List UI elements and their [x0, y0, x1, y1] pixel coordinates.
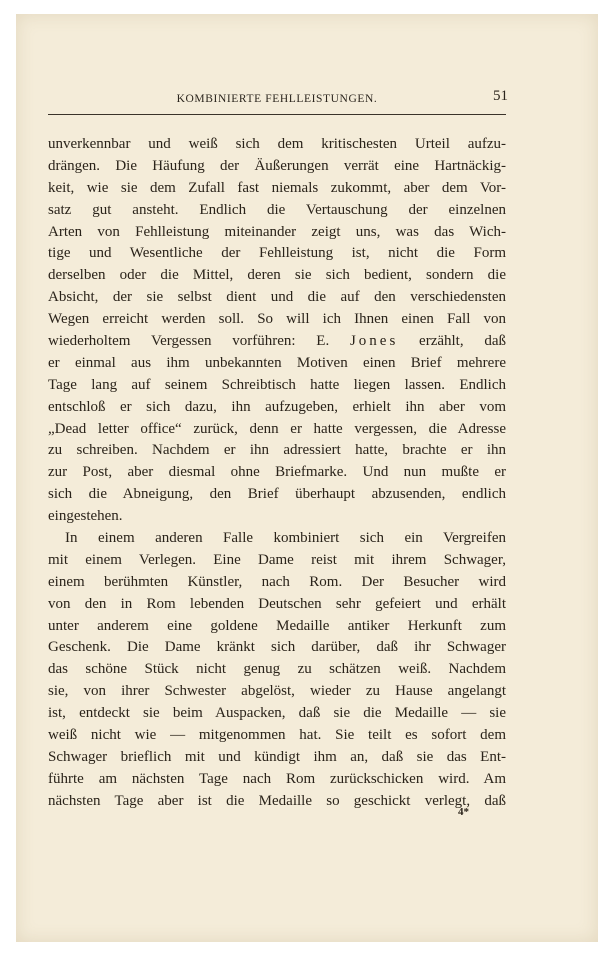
- text-line: er einmal aus ihm unbekannten Motiven einen Brief mehrere: [48, 354, 506, 371]
- book-page: [16, 14, 598, 942]
- text-fragment: wiederholtem Vergessen vorführen: E.: [48, 333, 330, 350]
- text-line: Wegen erreicht werden soll. So will ich Ihnen einen Fall von: [48, 311, 506, 328]
- text-line: „Dead letter office“ zurück, denn er hatte vergessen, die Adresse: [48, 420, 506, 437]
- text-line: tige und Wesentliche der Fehlleistung ist, nicht die Form: [48, 245, 506, 262]
- text-line: ist, entdeckt sie beim Auspacken, daß sie die Medaille — sie: [48, 705, 506, 722]
- text-line: Absicht, der sie selbst dient und die auf den verschiedensten: [48, 289, 506, 306]
- text-line: entschloß er sich dazu, ihn aufzugeben, erhielt ihn aber vom: [48, 398, 506, 415]
- text-line: einem berühmten Künstler, nach Rom. Der Besucher wird: [48, 573, 506, 590]
- text-line: unverkennbar und weiß sich dem kritischesten Urteil aufzu-: [48, 136, 506, 152]
- text-line: weiß nicht wie — mitgenommen hat. Sie teilt es sofort dem: [48, 727, 506, 744]
- text-line: Arten von Fehlleistung miteinander zeigt uns, was das Wich-: [48, 223, 506, 240]
- text-line: [48, 331, 506, 353]
- running-head: KOMBINIERTE FEHLLEISTUNGEN.: [176, 93, 378, 105]
- text-line: das schöne Stück nicht genug zu schätzen weiß. Nachdem: [48, 661, 506, 678]
- text-line: Schwager brieflich mit und kündigt ihm an, daß sie das Ent-: [48, 748, 506, 765]
- text-fragment: erzählt, daß: [419, 333, 506, 350]
- author-name: Jones: [349, 333, 399, 350]
- text-line: unter anderem eine goldene Medaille antiker Herkunft zum: [48, 617, 506, 634]
- text-line: von den in Rom lebenden Deutschen sehr gefeiert und erhält: [48, 595, 506, 612]
- body-text: [48, 134, 506, 813]
- text-line: sie, von ihrer Schwester abgelöst, wieder zu Hause angelangt: [48, 683, 506, 700]
- text-line: drängen. Die Häufung der Äußerungen verrät eine Hartnäckig-: [48, 157, 506, 174]
- signature-mark: 4*: [458, 806, 469, 818]
- text-line: nächsten Tage aber ist die Medaille so geschickt verlegt, daß: [48, 792, 506, 809]
- text-line: eingestehen.: [48, 508, 123, 525]
- text-line: sich die Abneigung, den Brief überhaupt abzusenden, endlich: [48, 486, 506, 503]
- text-line: keit, wie sie dem Zufall fast niemals zukommt, aber dem Vor-: [48, 179, 506, 196]
- text-line: mit einem Verlegen. Eine Dame reist mit ihrem Schwager,: [48, 551, 506, 568]
- text-line: Tage lang auf seinem Schreibtisch hatte liegen lassen. Endlich: [48, 376, 506, 393]
- text-line: derselben oder die Mittel, deren sie sich bedient, sondern die: [48, 267, 506, 284]
- text-line: zur Post, aber diesmal ohne Briefmarke. Und nun mußte er: [48, 464, 506, 481]
- text-line: führte am nächsten Tage nach Rom zurückschicken wird. Am: [48, 770, 506, 787]
- text-line: In einem anderen Falle kombiniert sich ein Vergreifen: [65, 530, 506, 547]
- page-header: [48, 88, 508, 115]
- text-line: Geschenk. Die Dame kränkt sich darüber, daß ihr Schwager: [48, 639, 506, 656]
- text-line: zu schreiben. Nachdem er ihn adressiert hatte, brachte er ihn: [48, 442, 506, 459]
- page-number: 51: [493, 88, 508, 104]
- text-line: satz gut ansteht. Endlich die Vertauschung der einzelnen: [48, 201, 506, 218]
